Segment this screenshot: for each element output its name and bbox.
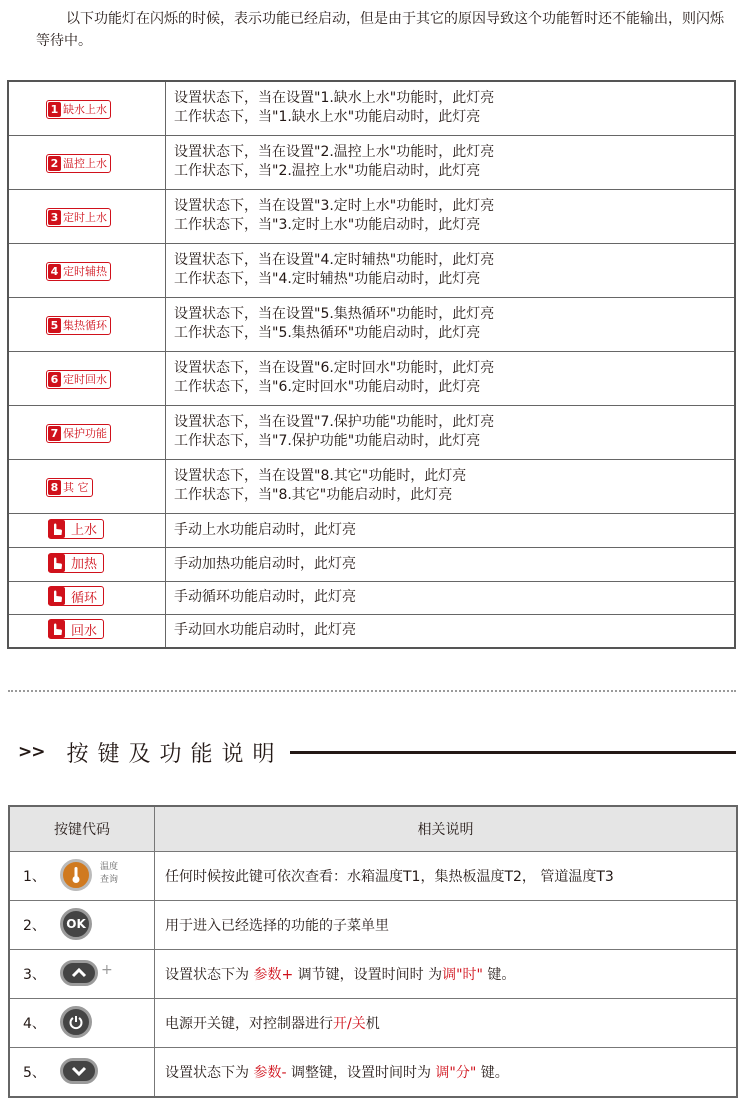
hand-icon [48, 554, 65, 572]
indicator-desc-working: 工作状态下，当"5.集热循环"功能启动时，此灯亮 [174, 325, 481, 341]
key-index: 1、 [23, 869, 46, 885]
indicator-desc-working: 工作状态下，当"1.缺水上水"功能启动时，此灯亮 [174, 109, 481, 126]
indicator-desc-setting: 设置状态下，当在设置"1.缺水上水"功能时，此灯亮 [174, 90, 495, 107]
indicator-label: 保护功能 [63, 427, 107, 440]
manual-row [8, 547, 735, 581]
manual-badge [48, 519, 104, 539]
indicator-label: 集热循环 [63, 319, 107, 332]
key-sub-label: 温度 [100, 862, 119, 872]
manual-desc: 手动循环功能启动时，此灯亮 [166, 581, 736, 614]
indicator-badge [46, 208, 111, 227]
indicator-row [8, 405, 735, 459]
dotted-divider [8, 690, 736, 692]
key-row [9, 901, 737, 950]
power-button-icon[interactable] [60, 1006, 92, 1038]
manual-badge [48, 553, 104, 573]
indicator-desc-working: 工作状态下，当"2.温控上水"功能启动时，此灯亮 [174, 163, 481, 179]
section-heading [18, 735, 736, 769]
indicator-desc-setting: 设置状态下，当在设置"4.定时辅热"功能时，此灯亮 [174, 252, 495, 268]
ok-button-icon[interactable]: OK [60, 908, 92, 940]
indicator-number: 8 [48, 480, 61, 495]
manual-label: 上水 [71, 523, 98, 538]
indicator-badge [46, 370, 111, 389]
indicator-row [8, 243, 735, 297]
indicator-label: 定时上水 [63, 211, 107, 224]
section-arrow: >> [18, 742, 45, 762]
manual-desc: 手动上水功能启动时，此灯亮 [166, 513, 736, 547]
indicator-row [8, 459, 735, 513]
key-index: 2、 [23, 918, 46, 934]
manual-badge [48, 619, 104, 639]
indicator-desc-setting: 设置状态下，当在设置"6.定时回水"功能时，此灯亮 [174, 360, 495, 376]
indicator-badge [46, 154, 111, 173]
indicator-badge [46, 316, 111, 335]
indicator-table [7, 80, 736, 649]
indicator-row [8, 189, 735, 243]
key-row [9, 999, 737, 1048]
key-index: 4、 [23, 1016, 46, 1032]
indicator-desc-working: 工作状态下，当"7.保护功能"功能启动时，此灯亮 [174, 433, 481, 449]
manual-badge [48, 586, 104, 606]
indicator-number: 1 [48, 102, 61, 117]
thermometer-button-icon[interactable] [60, 859, 92, 891]
key-index: 3、 [23, 967, 46, 983]
section-title: 按键及功能说明 [66, 741, 284, 767]
manual-row [8, 513, 735, 547]
section-rule [290, 751, 736, 754]
indicator-desc-setting: 设置状态下，当在设置"5.集热循环"功能时，此灯亮 [174, 306, 495, 322]
manual-label: 加热 [71, 557, 98, 572]
key-row [9, 852, 737, 901]
hand-icon [48, 587, 65, 605]
key-desc: 设置状态下为 参数+ 调节键，设置时间时 为调"时" 键。 [155, 950, 738, 999]
indicator-number: 6 [48, 372, 61, 387]
indicator-desc-setting: 设置状态下，当在设置"3.定时上水"功能时，此灯亮 [174, 198, 495, 214]
indicator-desc-setting: 设置状态下，当在设置"2.温控上水"功能时，此灯亮 [174, 144, 495, 160]
indicator-row [8, 297, 735, 351]
indicator-row [8, 135, 735, 189]
hand-icon [48, 620, 65, 638]
key-desc: 电源开关键，对控制器进行开/关机 [155, 999, 738, 1048]
indicator-desc-working: 工作状态下，当"3.定时上水"功能启动时，此灯亮 [174, 217, 481, 233]
key-row [9, 950, 737, 999]
indicator-number: 4 [48, 264, 61, 279]
indicator-label: 其 它 [63, 481, 89, 494]
indicator-label: 温控上水 [63, 157, 107, 170]
key-desc: 用于进入已经选择的功能的子菜单里 [155, 901, 738, 950]
manual-label: 循环 [71, 590, 98, 606]
plus-mark: + [101, 962, 113, 978]
manual-row [8, 614, 735, 648]
indicator-badge [46, 478, 93, 497]
indicator-desc-setting: 设置状态下，当在设置"8.其它"功能时，此灯亮 [174, 468, 467, 484]
key-table-head-desc: 相关说明 [155, 806, 738, 852]
indicator-desc-working: 工作状态下，当"6.定时回水"功能启动时，此灯亮 [174, 379, 481, 395]
key-index: 5、 [23, 1065, 46, 1081]
manual-label: 回水 [71, 623, 98, 639]
indicator-desc-working: 工作状态下，当"4.定时辅热"功能启动时，此灯亮 [174, 271, 481, 287]
manual-row [8, 581, 735, 614]
indicator-number: 2 [48, 156, 61, 171]
indicator-label: 定时辅热 [63, 265, 107, 278]
key-row [9, 1048, 737, 1098]
key-table-head-code: 按键代码 [9, 806, 155, 852]
indicator-desc-working: 工作状态下，当"8.其它"功能启动时，此灯亮 [174, 487, 453, 503]
indicator-number: 5 [48, 318, 61, 333]
key-sub-label: 查询 [100, 875, 119, 885]
indicator-number: 3 [48, 210, 61, 225]
key-desc: 任何时候按此键可依次查看：水箱温度T1，集热板温度T2， 管道温度T3 [155, 852, 738, 901]
indicator-row [8, 351, 735, 405]
indicator-badge [46, 424, 111, 443]
up-button-icon[interactable] [60, 960, 98, 986]
key-desc: 设置状态下为 参数- 调整键，设置时间时为 调"分" 键。 [155, 1048, 738, 1098]
manual-desc: 手动加热功能启动时，此灯亮 [166, 547, 736, 581]
key-table [8, 805, 738, 1098]
indicator-label: 定时回水 [63, 373, 107, 386]
hand-icon [48, 520, 65, 538]
indicator-badge [46, 100, 111, 119]
indicator-number: 7 [48, 426, 61, 441]
manual-desc: 手动回水功能启动时，此灯亮 [166, 614, 736, 648]
indicator-label: 缺水上水 [63, 103, 107, 117]
indicator-desc-setting: 设置状态下，当在设置"7.保护功能"功能时，此灯亮 [174, 414, 495, 430]
indicator-badge [46, 262, 111, 281]
intro-paragraph: 以下功能灯在闪烁的时候，表示功能已经启动，但是由于其它的原因导致这个功能暂时还不能输出，则闪烁等待中。 [36, 11, 724, 49]
indicator-row [8, 81, 735, 135]
